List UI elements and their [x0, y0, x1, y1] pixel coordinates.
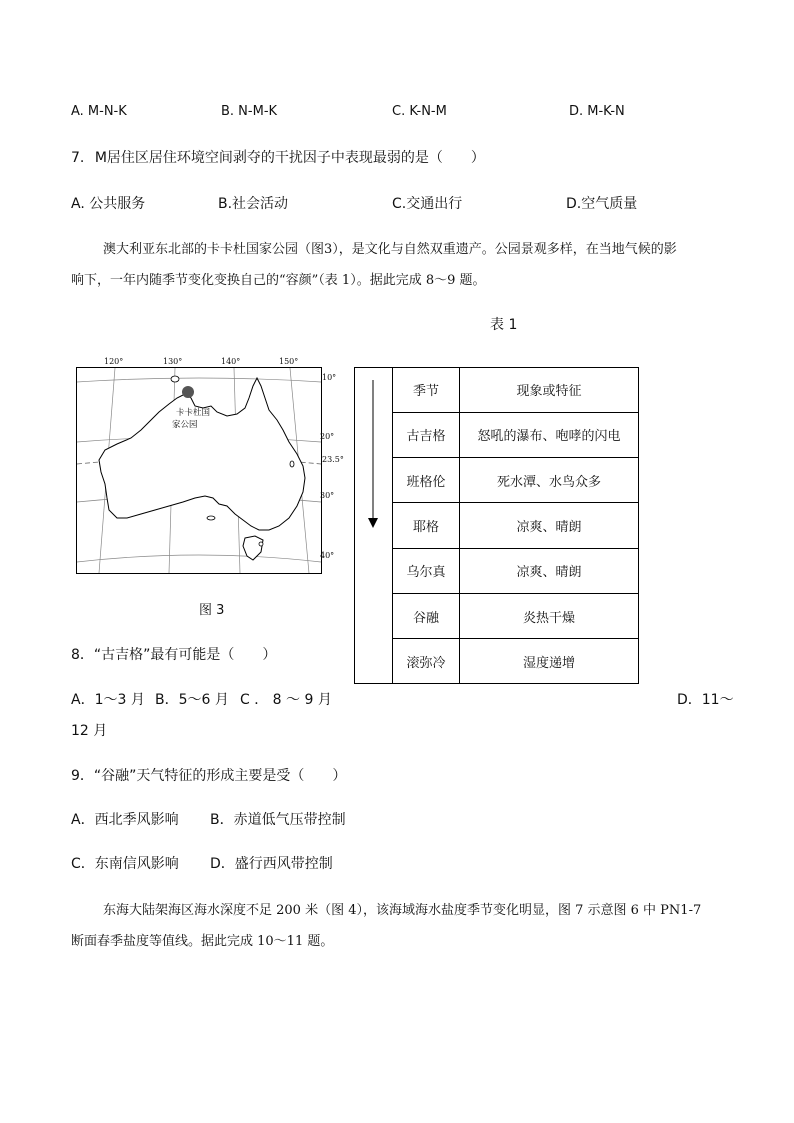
table-row	[393, 412, 639, 457]
season-arrow	[365, 380, 381, 530]
feature-cell: 炎热干燥	[460, 593, 639, 638]
passage1-line1: 澳大利亚东北部的卡卡杜国家公园（图3），是文化与自然双重遗产。公园景观多样，在当地气候的影	[103, 242, 677, 257]
map-caption: 图 3	[199, 603, 225, 618]
passage2-line1: 东海大陆架海区海水深度不足 200 米（图 4），该海域海水盐度季节变化明显，图 7 示意图 6 中 PN1-7	[103, 903, 702, 918]
lat-label-40: 40°	[320, 551, 335, 560]
parallel-40	[77, 555, 321, 562]
q7-stem	[71, 147, 485, 167]
q9-option-b: B．赤道低气压带控制	[210, 812, 346, 828]
q9-options-row2	[0, 853, 794, 873]
q6-option-c: C. K-N-M	[392, 104, 447, 119]
season-table	[354, 367, 639, 684]
table-row	[393, 503, 639, 548]
table-caption: 表 1	[490, 317, 518, 333]
table-row	[393, 593, 639, 638]
feature-cell: 湿度递增	[460, 639, 639, 683]
q7-text: M居住区居住环境空间剥夺的干扰因子中表现最弱的是（ ）	[94, 150, 485, 166]
q8-option-a: A．1～3 月	[71, 692, 145, 708]
table-header-row	[393, 368, 639, 412]
lat-label-23-5: 23.5°	[322, 455, 344, 464]
table-row	[393, 458, 639, 503]
kangaroo-island	[207, 516, 215, 520]
q6-options	[0, 104, 794, 124]
q6-option-a: A. M-N-K	[71, 104, 127, 119]
feature-cell: 凉爽、晴朗	[460, 548, 639, 593]
lon-label-120: 120°	[104, 357, 124, 366]
australia-map-svg	[77, 368, 321, 573]
australia-outline	[99, 378, 305, 530]
table-row	[393, 639, 639, 683]
lat-label-10: 10°	[322, 373, 337, 382]
q8-option-d: D．11～	[677, 692, 734, 708]
q8-option-b: B．5～6 月	[155, 692, 229, 708]
q9-option-d: D．盛行西风带控制	[210, 856, 333, 872]
parallel-10	[77, 378, 321, 382]
season-cell: 班格伦	[393, 458, 460, 503]
lon-label-130: 130°	[163, 357, 183, 366]
season-cell: 乌尔真	[393, 548, 460, 593]
q8-stem: 8．“古吉格”最有可能是（ ）	[71, 647, 277, 663]
q8-option-d-wrap: 12 月	[71, 723, 108, 739]
q7-number: 7.	[71, 150, 85, 166]
q7-options	[0, 193, 794, 213]
kakadu-park-marker	[182, 386, 194, 398]
passage1-line2: 响下，一年内随季节变化变换自己的“容颜”（表 1）。据此完成 8～9 题。	[71, 273, 486, 288]
header-season: 季节	[393, 368, 460, 412]
q9-option-c: C．东南信风影响	[71, 856, 179, 872]
lat-label-30: 30°	[320, 491, 335, 500]
q9-option-a: A．西北季风影响	[71, 812, 179, 828]
table-row	[393, 548, 639, 593]
feature-cell: 怒吼的瀑布、咆哮的闪电	[460, 412, 639, 457]
flinders-island	[259, 542, 263, 546]
feature-cell: 死水潭、水鸟众多	[460, 458, 639, 503]
q8-options	[0, 689, 794, 709]
fraser-island	[290, 461, 294, 467]
season-cell: 谷融	[393, 593, 460, 638]
q6-option-d: D. M-K-N	[569, 104, 625, 119]
q6-option-b: B. N-M-K	[221, 104, 278, 119]
season-table-grid	[392, 368, 638, 683]
q9-options-row1	[0, 809, 794, 829]
season-cell: 滚弥冷	[393, 639, 460, 683]
park-label-line2: 家公园	[172, 420, 198, 430]
q8-option-c: C ． 8 ～ 9 月	[240, 692, 332, 708]
q7-option-b: B.社会活动	[218, 196, 289, 212]
q9-stem: 9．“谷融”天气特征的形成主要是受（ ）	[71, 768, 347, 784]
season-cell: 古吉格	[393, 412, 460, 457]
q7-option-a: A. 公共服务	[71, 196, 146, 212]
park-label-line1: 卡卡杜国	[176, 408, 211, 418]
australia-map	[76, 367, 322, 574]
feature-cell: 凉爽、晴朗	[460, 503, 639, 548]
lon-label-140: 140°	[221, 357, 241, 366]
season-cell: 耶格	[393, 503, 460, 548]
melville-island	[171, 376, 179, 382]
q7-option-c: C.交通出行	[392, 196, 463, 212]
lat-label-20: 20°	[320, 432, 335, 441]
lon-label-150: 150°	[279, 357, 299, 366]
passage2-line2: 断面春季盐度等值线。据此完成 10～11 题。	[71, 934, 334, 949]
header-feature: 现象或特征	[460, 368, 639, 412]
q7-option-d: D.空气质量	[566, 196, 638, 212]
